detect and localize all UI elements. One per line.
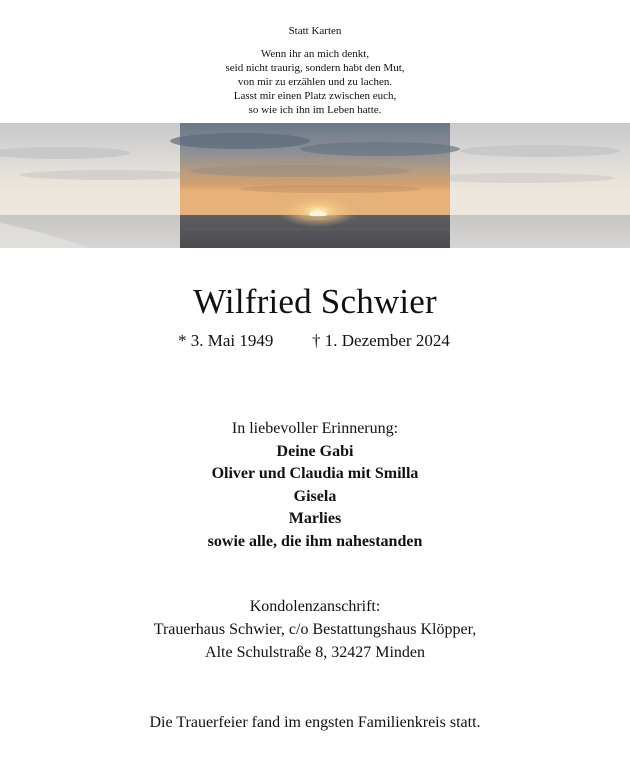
death-date: † 1. Dezember 2024 bbox=[312, 331, 450, 350]
closing-note: Die Trauerfeier fand im engsten Familienkreis statt. bbox=[149, 714, 481, 731]
poem-line: von mir zu erzählen und zu lachen. bbox=[237, 76, 393, 88]
life-dates bbox=[0, 331, 630, 353]
header-section bbox=[0, 25, 630, 117]
statt-karten-label: Statt Karten bbox=[288, 25, 342, 37]
poem-line: so wie ich ihn im Leben hatte. bbox=[248, 104, 382, 116]
condolence-line: Alte Schulstraße 8, 32427 Minden bbox=[205, 644, 425, 661]
condolence-heading: Kondolenzanschrift: bbox=[249, 598, 381, 615]
poem-line: Wenn ihr an mich denkt, bbox=[260, 48, 370, 60]
deceased-name: Wilfried Schwier bbox=[193, 282, 437, 321]
poem-line: seid nicht traurig, sondern habt den Mut, bbox=[225, 62, 405, 74]
family-member: sowie alle, die ihm nahestanden bbox=[207, 532, 423, 550]
poem-line: Lasst mir einen Platz zwischen euch, bbox=[233, 90, 397, 102]
family-member: Marlies bbox=[288, 510, 342, 527]
poem bbox=[0, 47, 630, 117]
sunset-banner-image bbox=[0, 123, 630, 248]
memory-intro: In liebevoller Erinnerung: bbox=[231, 420, 399, 437]
condolence-line: Trauerhaus Schwier, c/o Bestattungshaus Klöpper, bbox=[153, 621, 477, 638]
memory-section bbox=[0, 418, 630, 553]
family-member: Oliver und Claudia mit Smilla bbox=[211, 465, 419, 482]
family-member: Gisela bbox=[293, 487, 337, 505]
birth-date: * 3. Mai 1949 bbox=[178, 331, 274, 350]
family-member: Deine Gabi bbox=[276, 442, 354, 460]
condolence-address bbox=[0, 595, 630, 664]
